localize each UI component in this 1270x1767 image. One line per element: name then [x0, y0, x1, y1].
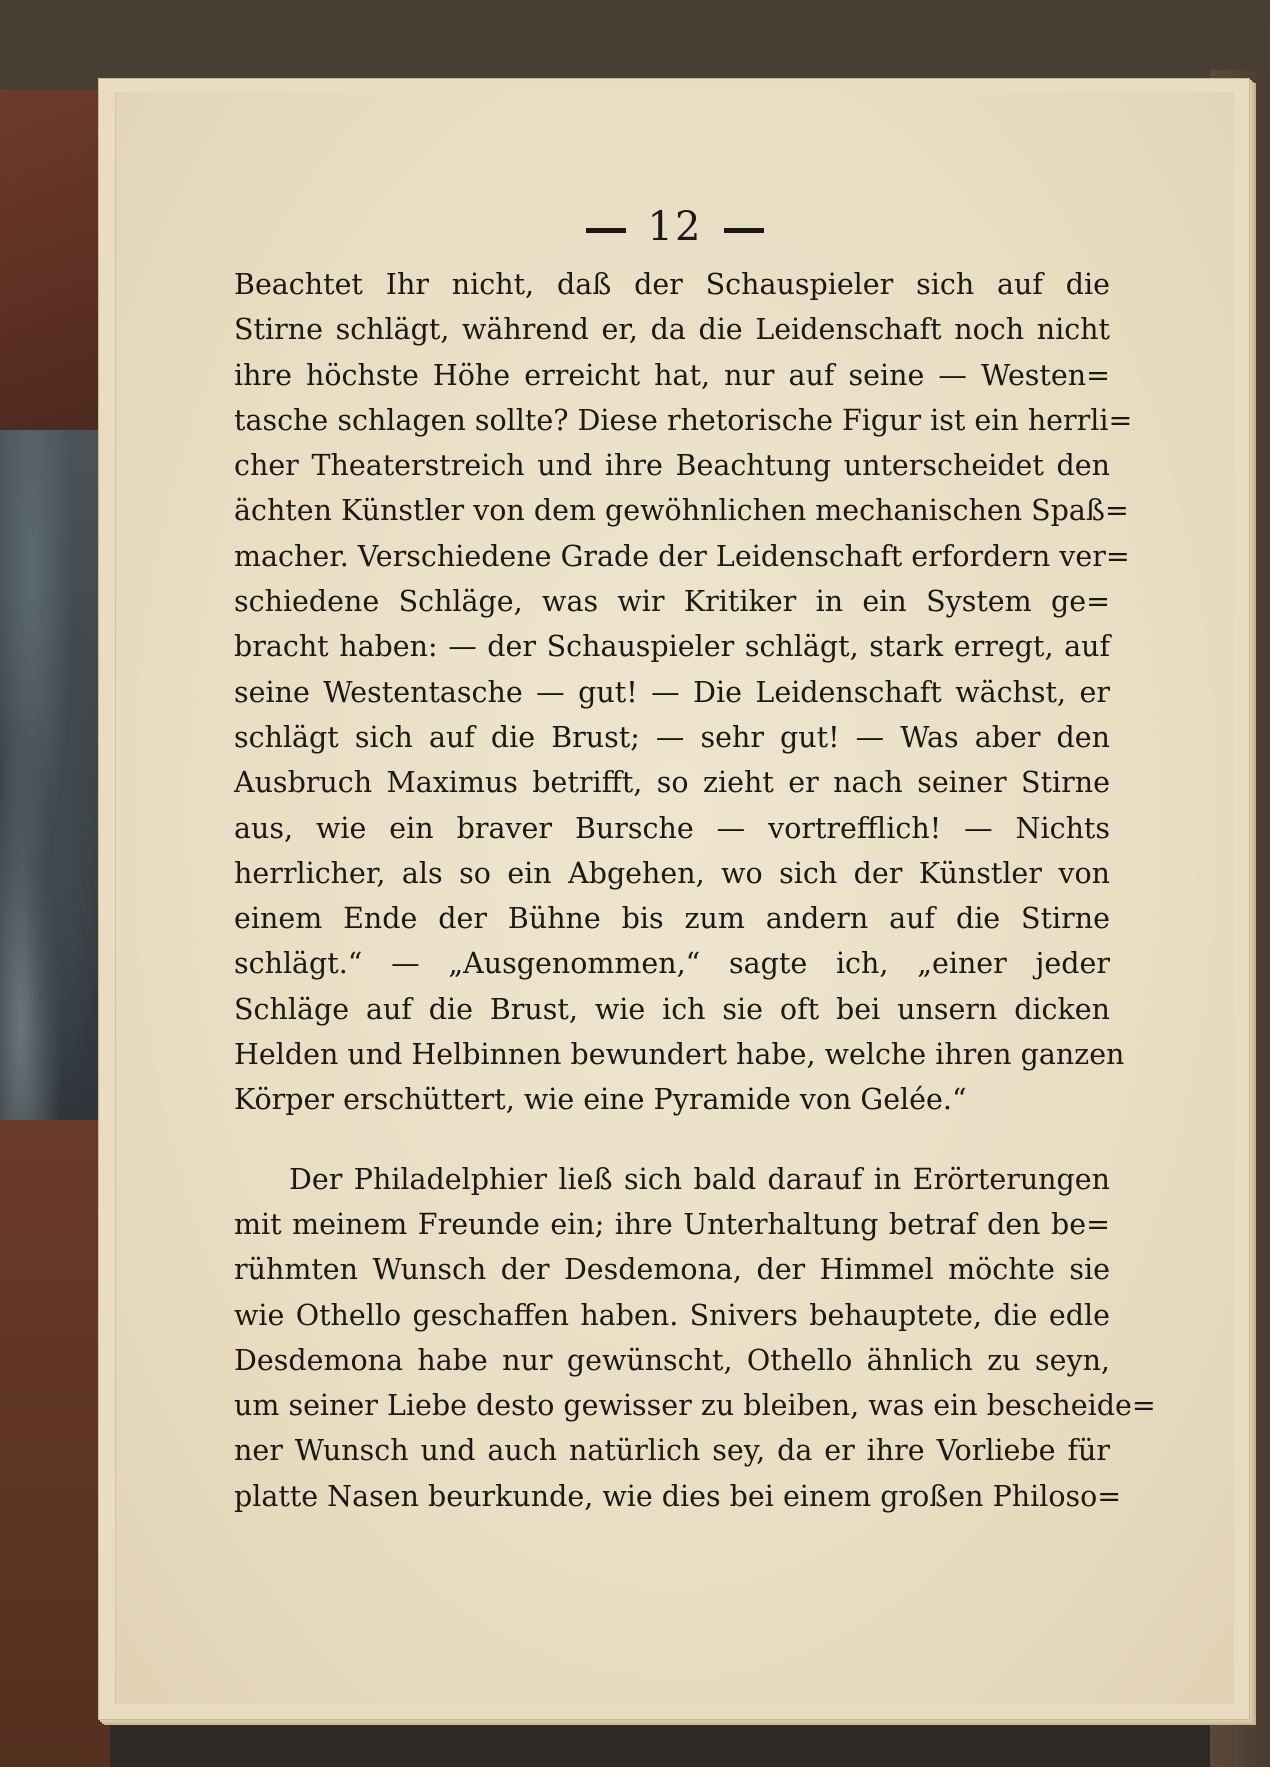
text-line: macher. Verschiedene Grade der Leidenschaft erfordern ver=: [234, 539, 1130, 573]
page-number-value: 12: [647, 204, 703, 250]
text-line: tasche schlagen sollte? Diese rhetorische Figur ist ein herrli=: [234, 403, 1133, 437]
text-line: ihre höchste Höhe erreicht hat, nur auf seine — Westen=: [234, 358, 1110, 392]
text-line: schlägt sich auf die Brust; — sehr gut! — Was aber den: [234, 720, 1110, 754]
text-line: Helden und Helbinnen bewundert habe, welche ihren ganzen: [234, 1038, 1125, 1072]
text-line: einem Ende der Bühne bis zum andern auf die Stirne: [234, 902, 1110, 936]
text-line: Körper erschüttert, wie eine Pyramide von Gelée.“: [234, 1083, 967, 1117]
paragraph-2: [234, 1157, 1156, 1519]
text-line: Stirne schlägt, während er, da die Leidenschaft noch nicht: [234, 313, 1110, 347]
page-number-dash-right: [724, 228, 764, 233]
text-line: mit meinem Freunde ein; ihre Unterhaltung betraf den be=: [234, 1207, 1110, 1241]
text-line: aus, wie ein braver Bursche — vortrefflich! — Nichts: [234, 811, 1110, 845]
text-line: Der Philadelphier ließ sich bald darauf in Erörterungen: [289, 1162, 1110, 1196]
text-line: ächten Künstler von dem gewöhnlichen mechanischen Spaß=: [234, 494, 1129, 528]
page-number: [116, 204, 1234, 250]
text-line: um seiner Liebe desto gewisser zu bleiben, was ein bescheide=: [234, 1389, 1156, 1423]
body-text: [234, 262, 1156, 1519]
cover-leather-corner-top: [0, 90, 110, 470]
cover-leather-corner-bottom: [0, 1120, 110, 1767]
text-line: platte Nasen beurkunde, wie dies bei einem großen Philoso=: [234, 1479, 1122, 1513]
text-line: schiedene Schläge, was wir Kritiker in ein System ge=: [234, 585, 1110, 619]
text-line: schlägt.“ — „Ausgenommen,“ sagte ich, „einer jeder: [234, 947, 1110, 981]
text-line: cher Theaterstreich und ihre Beachtung unterscheidet den: [234, 449, 1110, 483]
text-line: Beachtet Ihr nicht, daß der Schauspieler sich auf die: [234, 268, 1110, 301]
text-line: seine Westentasche — gut! — Die Leidenschaft wächst, er: [234, 675, 1110, 709]
cover-marbled-paper: [0, 430, 105, 1130]
paragraph-1: [234, 262, 1133, 1123]
text-line: Desdemona habe nur gewünscht, Othello ähnlich zu seyn,: [234, 1343, 1110, 1377]
text-line: Ausbruch Maximus betrifft, so zieht er nach seiner Stirne: [234, 766, 1110, 800]
text-line: Schläge auf die Brust, wie ich sie oft bei unsern dicken: [234, 992, 1110, 1026]
text-line: ner Wunsch und auch natürlich sey, da er ihre Vorliebe für: [234, 1434, 1110, 1468]
text-line: wie Othello geschaffen haben. Snivers behauptete, die edle: [234, 1298, 1110, 1332]
page-number-dash-left: [586, 228, 626, 233]
text-line: bracht haben: — der Schauspieler schlägt, stark erregt, auf: [234, 630, 1110, 664]
text-line: rühmten Wunsch der Desdemona, der Himmel möchte sie: [234, 1253, 1110, 1287]
text-line: herrlicher, als so ein Abgehen, wo sich der Künstler von: [234, 856, 1110, 890]
paragraph-gap: [234, 1123, 1110, 1157]
book-page: [115, 92, 1234, 1704]
